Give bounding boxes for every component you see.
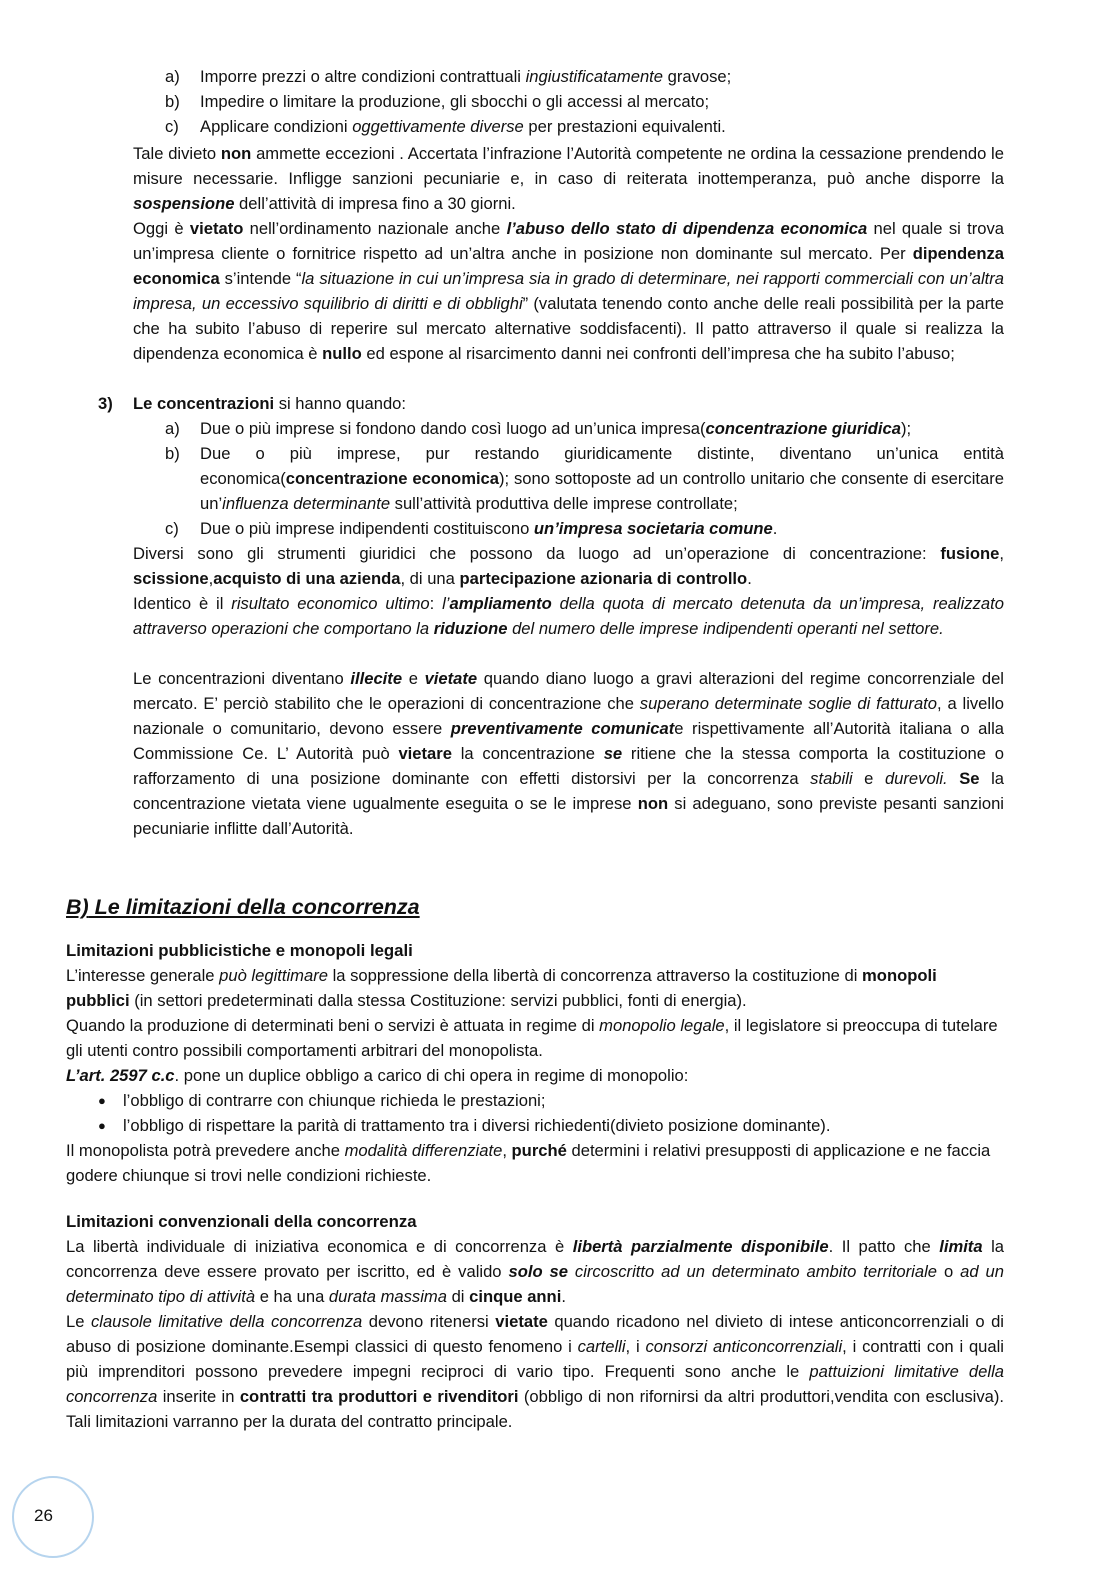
paragraph: L’art. 2597 c.c. pone un duplice obbligo a carico di chi opera in regime di monopolio:: [66, 1066, 689, 1085]
list-label: c): [165, 117, 179, 136]
bullet-icon: ●: [98, 1093, 106, 1108]
numbered-item-concentrazioni: 3) Le concentrazioni si hanno quando:: [98, 391, 1004, 416]
list-item: c) Applicare condizioni oggettivamente diverse per prestazioni equivalenti.: [165, 114, 1005, 139]
paragraph: Il monopolista potrà prevedere anche modalità differenziate, purché determini i relativi presupposti di applicazione e ne faccia godere chiunque si trovi nelle condizioni richieste.: [66, 1141, 991, 1185]
list-label: b): [165, 444, 180, 463]
paragraph-illecite: Le concentrazioni diventano illecite e vietate quando diano luogo a gravi alterazioni del regime concorrenziale del mercato. E’ perciò stabilito che le operazioni di concentrazione che superano determinate soglie di fatturato, a livello nazionale o comunitario, devono essere preventivamente comunicate rispettivamente all’Autorità italiana o alla Commissione Ce. L’ Autorità può vietare la concentrazione se ritiene che la stessa comporta la costituzione o rafforzamento di una posizione dominante con effetti distorsivi per la concorrenza stabili e durevoli. Se la concentrazione vietata viene ugualmente eseguita o se le imprese non si adeguano, sono previste pesanti sanzioni pecuniarie inflitte dall’Autorità.: [133, 669, 1005, 838]
list-item: b) Due o più imprese, pur restando giuridicamente distinte, diventano un’unica entità economica(concentrazione economica); sono sottoposte ad un controllo unitario che consente di esercitare un’influenza determinante sull’attività produttiva delle imprese controllate;: [165, 441, 1004, 516]
list-label: c): [165, 519, 179, 538]
list-label: a): [165, 419, 180, 438]
concentrazioni-list: [165, 416, 1004, 541]
list-label: a): [165, 67, 180, 86]
page-number: 26: [34, 1506, 53, 1525]
list-item: a) Imporre prezzi o altre condizioni contrattuali ingiustificatamente gravose;: [165, 64, 1005, 89]
paragraph-strumenti: Diversi sono gli strumenti giuridici che possono da luogo ad un’operazione di concentrazione: fusione, scissione,acquisto di una azienda, di una partecipazione azionaria di controllo.: [133, 544, 1004, 588]
pubblicistiche-body: [66, 963, 1004, 1188]
list-label: b): [165, 92, 180, 111]
item-number: 3): [98, 394, 113, 413]
subheading-convenzionali: Limitazioni convenzionali della concorrenza: [66, 1212, 417, 1231]
paragraph: La libertà individuale di iniziativa economica e di concorrenza è libertà parzialmente disponibile. Il patto che limita la concorrenza deve essere provato per iscritto, ed è valido solo se circoscritto ad un determinato ambito territoriale o ad un determinato tipo di attività e ha una durata massima di cinque anni.: [66, 1237, 1004, 1306]
paragraph-risultato: Identico è il risultato economico ultimo: l’ampliamento della quota di mercato detenuta da un’impresa, realizzato attraverso operazioni che comportano la riduzione del numero delle imprese indipendenti operanti nel settore.: [133, 594, 1004, 638]
list-item: ● l’obbligo di rispettare la parità di trattamento tra i diversi richiedenti(divieto posizione dominante).: [66, 1113, 1004, 1138]
paragraph: Quando la produzione di determinati beni o servizi è attuata in regime di monopolio legale, il legislatore si preoccupa di tutelare gli utenti contro possibili comportamenti arbitrari del monopolista.: [66, 1016, 998, 1060]
convenzionali-body: [66, 1234, 1004, 1434]
bullet-icon: ●: [98, 1118, 106, 1133]
top-list: [165, 64, 1005, 139]
list-item: ● l’obbligo di contrarre con chiunque richieda le prestazioni;: [66, 1088, 1004, 1113]
page-number-circle: [12, 1476, 94, 1558]
paragraph: Le clausole limitative della concorrenza devono ritenersi vietate quando ricadono nel divieto di intese anticoncorrenziali o di abuso di posizione dominante.Esempi classici di questo fenomeno i cartelli, i consorzi anticoncorrenziali, i contratti con i quali più imprenditori possono prevedere impegni reciproci di vario tipo. Frequenti sono anche le pattuizioni limitative della concorrenza inserite in contratti tra produttori e rivenditori (obbligo di non rifornirsi da altri produttori,vendita con esclusiva). Tali limitazioni varranno per la durata del contratto principale.: [66, 1312, 1004, 1431]
section-heading: B) Le limitazioni della concorrenza: [66, 895, 420, 919]
paragraph-dipendenza: Oggi è vietato nell’ordinamento nazionale anche l’abuso dello stato di dipendenza economica nel quale si trova un’impresa cliente o fornitrice rispetto ad un’altra anche in posizione non dominante sul mercato. Per dipendenza economica s’intende “la situazione in cui un’impresa sia in grado di determinare, nei rapporti commerciali con un’altra impresa, un eccessivo squilibrio di diritti e di obblighi” (valutata tenendo conto anche delle reali possibilità per la parte che ha subito l’abuso di reperire sul mercato alternative soddisfacenti). Il patto attraverso il quale si realizza la dipendenza economica è nullo ed espone al risarcimento danni nei confronti dell’impresa che ha subito l’abuso;: [133, 219, 1005, 363]
list-item: a) Due o più imprese si fondono dando così luogo ad un’unica impresa(concentrazione giuridica);: [165, 416, 1004, 441]
list-item: c) Due o più imprese indipendenti costituiscono un’impresa societaria comune.: [165, 516, 1004, 541]
paragraph: L’interesse generale può legittimare la soppressione della libertà di concorrenza attraverso la costituzione di monopoli pubblici (in settori predeterminati dalla stessa Costituzione: servizi pubblici, fonti di energia).: [66, 966, 937, 1010]
subheading-pubblicistiche: Limitazioni pubblicistiche e monopoli legali: [66, 941, 413, 960]
paragraph-divieto: Tale divieto non ammette eccezioni . Accertata l’infrazione l’Autorità competente ne ordina la cessazione prendendo le misure necessarie. Infligge sanzioni pecuniarie e, in caso di reiterata inottemperanza, può anche disporre la sospensione dell’attività di impresa fino a 30 giorni.: [133, 144, 1004, 213]
list-item: b) Impedire o limitare la produzione, gli sbocchi o gli accessi al mercato;: [165, 89, 1005, 114]
